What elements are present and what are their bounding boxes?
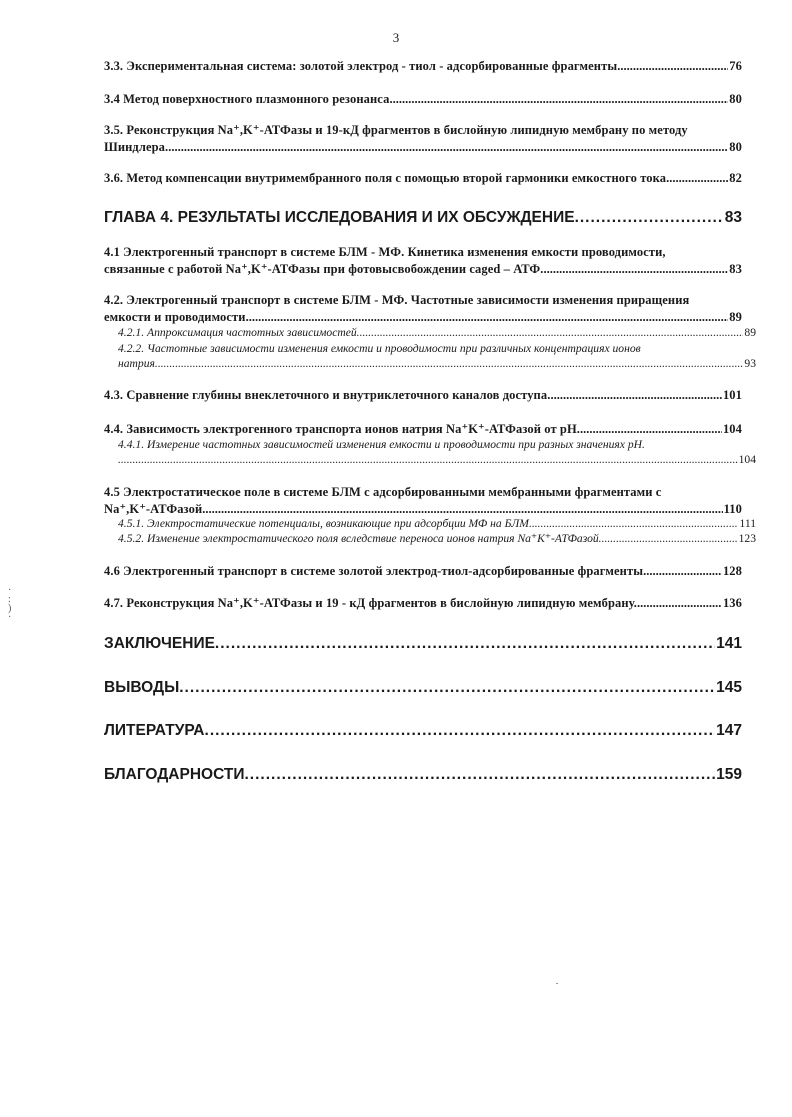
toc-page-number: 123 bbox=[738, 532, 756, 545]
toc-page-number: 110 bbox=[723, 502, 742, 516]
toc-entry-title: 4.5.2. Изменение электростатического поля вследствие переноса ионов натрия Na⁺K⁺-АТФазой. bbox=[118, 532, 602, 545]
toc-findings[interactable] bbox=[104, 677, 742, 699]
toc-page-number: 145 bbox=[716, 679, 742, 696]
toc-page-number: 89 bbox=[729, 310, 742, 324]
toc-entry-4-3[interactable] bbox=[104, 387, 742, 404]
toc-entry-title: 4.3. Сравнение глубины внеклеточного и внутриклеточного каналов доступа. bbox=[104, 388, 551, 402]
toc-literature[interactable] bbox=[104, 720, 742, 742]
toc-page-number: 83 bbox=[724, 209, 742, 226]
toc-entry-title-line2: емкости и проводимости bbox=[104, 310, 246, 324]
toc-entry-4-2-2[interactable] bbox=[104, 341, 756, 371]
page-number: 3 bbox=[392, 30, 400, 45]
toc-page-number: 104 bbox=[722, 422, 742, 436]
toc-entry-title: 4.5.1. Электростатические потенциалы, возникающие при адсорбции МФ на БЛМ. bbox=[118, 517, 532, 530]
toc-entry-title-line1: 3.5. Реконструкция Na⁺,K⁺-АТФазы и 19-кД фрагментов в бислойную липидную мембрану по методу bbox=[104, 123, 688, 137]
toc-page-number: 83 bbox=[729, 262, 742, 276]
toc-entry-title-line2: Na⁺,K⁺-АТФазой bbox=[104, 502, 203, 516]
toc-entry-4-6[interactable] bbox=[104, 563, 742, 580]
toc-entry-title-line2: натрия. bbox=[118, 357, 158, 370]
toc-chapter-4[interactable] bbox=[104, 207, 742, 229]
toc-entry-title: 4.2.1. Аппроксимация частотных зависимостей. bbox=[118, 326, 360, 339]
toc-entry-title: 3.6. Метод компенсации внутримембранного поля с помощью второй гармоники емкостного тока bbox=[104, 171, 667, 185]
toc-entry-3-5[interactable] bbox=[104, 122, 742, 156]
toc-page-number: 136 bbox=[722, 596, 742, 610]
toc-entry-title-line2: Шиндлера. bbox=[104, 140, 169, 154]
toc-entry-3-4[interactable] bbox=[104, 91, 742, 108]
toc-chapter-title: БЛАГОДАРНОСТИ bbox=[104, 766, 245, 783]
toc-entry-title: 3.3. Экспериментальная система: золотой электрод - тиол - адсорбированные фрагменты bbox=[104, 59, 618, 73]
toc-entry-title: 4.6 Электрогенный транспорт в системе золотой электрод-тиол-адсорбированные фрагменты bbox=[104, 564, 644, 578]
toc-page-number: 76 bbox=[729, 59, 742, 73]
toc-chapter-title: ГЛАВА 4. РЕЗУЛЬТАТЫ ИССЛЕДОВАНИЯ И ИХ ОБСУЖДЕНИЕ bbox=[104, 209, 575, 226]
toc-entry-title-line2: связанные с работой Na⁺,K⁺-АТФазы при фотовысвобождении caged – АТФ. bbox=[104, 262, 544, 276]
toc-page-number: 104 bbox=[738, 453, 756, 466]
toc-chapter-title: ВЫВОДЫ bbox=[104, 679, 180, 696]
scan-margin-mark: · : ) · bbox=[8, 585, 12, 623]
toc-entry-4-7[interactable] bbox=[104, 595, 742, 612]
toc-page-number: 80 bbox=[729, 92, 742, 106]
toc-entry-4-4-1[interactable] bbox=[104, 437, 756, 467]
toc-chapter-title: ЛИТЕРАТУРА bbox=[104, 722, 205, 739]
toc-entry-title: 4.7. Реконструкция Na⁺,K⁺-АТФазы и 19 - кД фрагментов в бислойную липидную мембрану. bbox=[104, 596, 638, 610]
toc-entry-3-6[interactable] bbox=[104, 170, 742, 187]
toc-page-number: 147 bbox=[716, 722, 742, 739]
scan-speck bbox=[556, 983, 558, 984]
toc-entry-title-line1: 4.5 Электростатическое поле в системе БЛМ с адсорбированными мембранными фрагментами с bbox=[104, 485, 662, 499]
toc-entry-4-4[interactable] bbox=[104, 421, 742, 438]
toc-entry-3-3[interactable] bbox=[104, 58, 742, 75]
toc-page-number: 82 bbox=[729, 171, 742, 185]
toc-entry-4-2-1[interactable] bbox=[104, 325, 756, 340]
toc-page-number: 111 bbox=[739, 517, 756, 530]
toc-entry-title-line1: 4.2. Электрогенный транспорт в системе БЛМ - МФ. Частотные зависимости изменения приращения bbox=[104, 293, 690, 307]
toc-conclusion[interactable] bbox=[104, 633, 742, 655]
toc-entry-title-line1: 4.2.2. Частотные зависимости изменения емкости и проводимости при различных концентрациях ионов bbox=[118, 342, 641, 355]
toc-entry-title: 4.4. Зависимость электрогенного транспорта ионов натрия Na⁺K⁺-АТФазой от pH. bbox=[104, 422, 581, 436]
toc-entry-4-2[interactable] bbox=[104, 292, 742, 326]
toc-entry-title: 3.4 Метод поверхностного плазмонного резонанса bbox=[104, 92, 390, 106]
toc-acknowledgements[interactable] bbox=[104, 764, 742, 786]
toc-entry-4-5[interactable] bbox=[104, 484, 742, 518]
toc-page-number: 141 bbox=[716, 635, 742, 652]
toc-chapter-title: ЗАКЛЮЧЕНИЕ bbox=[104, 635, 215, 652]
toc-entry-title-line1: 4.1 Электрогенный транспорт в системе БЛМ - МФ. Кинетика изменения емкости проводимости, bbox=[104, 245, 666, 259]
toc-page-number: 80 bbox=[729, 140, 742, 154]
toc-page-number: 159 bbox=[716, 766, 742, 783]
toc-page-number: 89 bbox=[744, 326, 756, 339]
toc-entry-4-5-2[interactable] bbox=[104, 531, 756, 546]
toc-page-number: 128 bbox=[722, 564, 742, 578]
toc-entry-4-1[interactable] bbox=[104, 244, 742, 278]
toc-page-number: 93 bbox=[744, 357, 756, 370]
toc-entry-title-line1: 4.4.1. Измерение частотных зависимостей изменения емкости и проводимости при разных значениях pH. bbox=[118, 438, 645, 451]
toc-page-number: 101 bbox=[722, 388, 742, 402]
toc-entry-4-5-1[interactable] bbox=[104, 516, 756, 531]
